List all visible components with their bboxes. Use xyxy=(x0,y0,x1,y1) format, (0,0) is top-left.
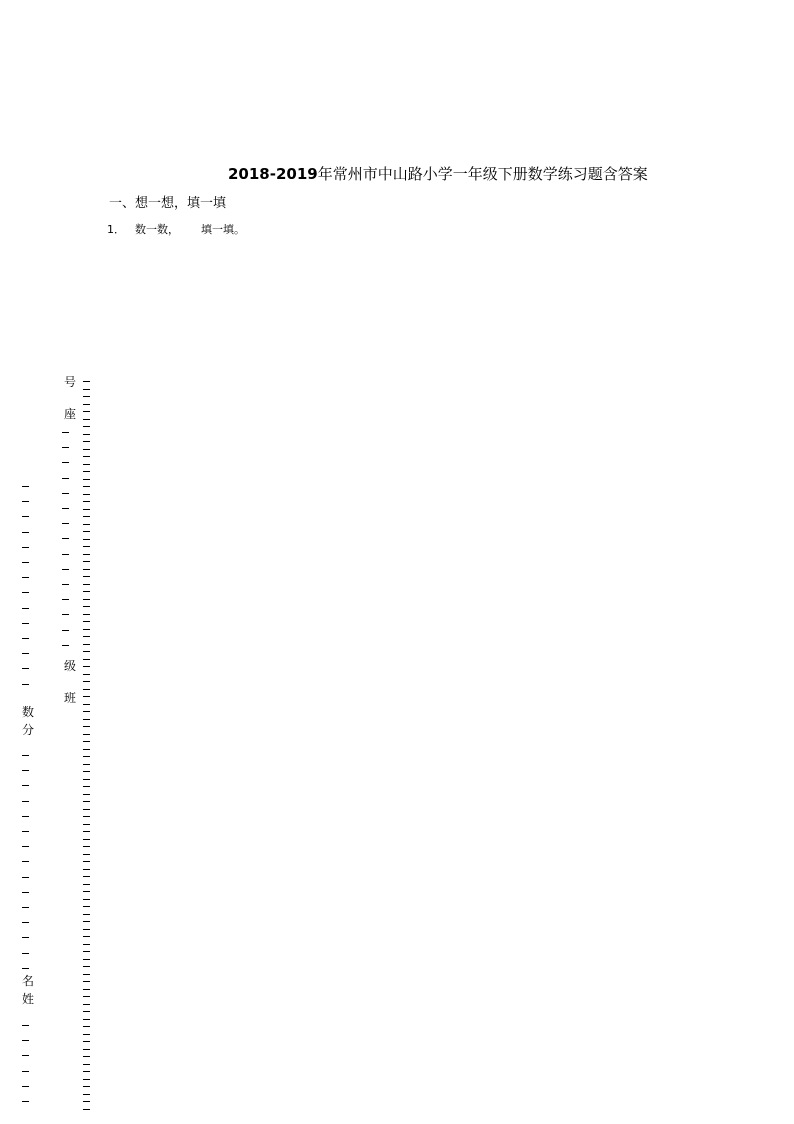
dash-segment xyxy=(22,638,29,639)
dash-segment xyxy=(62,599,69,600)
dash-segment xyxy=(22,592,29,593)
dash-segment xyxy=(83,929,90,930)
dash-segment xyxy=(83,824,90,825)
dash-segment xyxy=(83,1064,90,1065)
dash-segment xyxy=(83,674,90,675)
dash-segment xyxy=(83,966,90,967)
dash-segment xyxy=(83,944,90,945)
dash-segment xyxy=(83,981,90,982)
dash-segment xyxy=(22,1040,29,1041)
dash-segment xyxy=(83,576,90,577)
dash-segment xyxy=(83,801,90,802)
dash-segment xyxy=(83,486,90,487)
dash-segment xyxy=(83,561,90,562)
document-title xyxy=(228,163,648,184)
dash-segment xyxy=(83,689,90,690)
dash-segment xyxy=(83,1094,90,1095)
dash-segment xyxy=(22,684,29,685)
dash-segment xyxy=(62,478,69,479)
dash-segment xyxy=(22,937,29,938)
dash-segment xyxy=(22,831,29,832)
dash-segment xyxy=(83,884,90,885)
dash-segment xyxy=(22,1071,29,1072)
dash-segment xyxy=(83,696,90,697)
dash-segment xyxy=(62,538,69,539)
name-label: 名姓 xyxy=(21,974,34,1006)
dash-segment xyxy=(22,816,29,817)
dash-segment xyxy=(83,809,90,810)
dash-segment xyxy=(83,546,90,547)
dash-segment xyxy=(83,456,90,457)
dash-segment xyxy=(83,854,90,855)
dash-segment xyxy=(83,989,90,990)
dash-segment xyxy=(22,785,29,786)
dash-segment xyxy=(22,1025,29,1026)
dash-segment xyxy=(83,1071,90,1072)
dash-segment xyxy=(22,922,29,923)
dash-segment xyxy=(22,1086,29,1087)
dash-segment xyxy=(62,614,69,615)
dash-segment xyxy=(22,562,29,563)
dash-segment xyxy=(83,516,90,517)
dash-segment xyxy=(83,651,90,652)
dash-segment xyxy=(22,608,29,609)
dash-segment xyxy=(83,921,90,922)
dash-segment xyxy=(83,1041,90,1042)
dash-segment xyxy=(22,968,29,969)
dash-segment xyxy=(83,659,90,660)
dash-segment xyxy=(83,1079,90,1080)
dash-segment xyxy=(83,681,90,682)
dash-segment xyxy=(83,711,90,712)
dash-segment xyxy=(83,1011,90,1012)
dash-segment xyxy=(83,1109,90,1110)
dash-segment xyxy=(83,404,90,405)
dash-segment xyxy=(62,569,69,570)
dash-segment xyxy=(83,471,90,472)
dash-segment xyxy=(62,493,69,494)
dash-segment xyxy=(83,749,90,750)
dash-segment xyxy=(62,462,69,463)
dash-segment xyxy=(83,494,90,495)
dash-segment xyxy=(83,996,90,997)
dash-segment xyxy=(83,599,90,600)
dash-segment xyxy=(83,899,90,900)
dash-segment xyxy=(83,756,90,757)
dash-segment xyxy=(83,779,90,780)
dash-segment xyxy=(22,801,29,802)
dash-segment xyxy=(83,846,90,847)
dash-segment xyxy=(83,426,90,427)
dash-segment xyxy=(62,554,69,555)
dash-segment xyxy=(83,644,90,645)
dash-segment xyxy=(83,891,90,892)
dash-segment xyxy=(83,974,90,975)
dash-segment xyxy=(83,419,90,420)
dash-segment xyxy=(83,666,90,667)
dash-segment xyxy=(83,629,90,630)
dash-segment xyxy=(83,531,90,532)
dash-segment xyxy=(83,464,90,465)
dash-segment xyxy=(22,668,29,669)
dash-segment xyxy=(83,396,90,397)
dash-segment xyxy=(83,726,90,727)
dash-segment xyxy=(83,959,90,960)
dash-segment xyxy=(83,914,90,915)
dash-segment xyxy=(62,432,69,433)
dash-segment xyxy=(83,1019,90,1020)
question-text-part1: 数一数， xyxy=(135,223,179,236)
dash-segment xyxy=(83,569,90,570)
dash-segment xyxy=(83,861,90,862)
dash-segment xyxy=(83,509,90,510)
dash-segment xyxy=(83,636,90,637)
title-year: 2018-2019 xyxy=(228,165,318,183)
dash-segment xyxy=(62,584,69,585)
dash-segment xyxy=(83,411,90,412)
dash-segment xyxy=(83,839,90,840)
dash-segment xyxy=(22,653,29,654)
dash-segment xyxy=(22,861,29,862)
dash-segment xyxy=(83,786,90,787)
dash-segment xyxy=(83,606,90,607)
dash-segment xyxy=(83,584,90,585)
dash-segment xyxy=(83,734,90,735)
dash-segment xyxy=(83,614,90,615)
dash-segment xyxy=(83,831,90,832)
score-label: 数分 xyxy=(21,705,34,737)
dash-segment xyxy=(83,1101,90,1102)
dash-segment xyxy=(83,501,90,502)
dash-segment xyxy=(83,1004,90,1005)
dash-segment xyxy=(83,434,90,435)
dash-segment xyxy=(83,1056,90,1057)
dash-segment xyxy=(22,907,29,908)
dash-segment xyxy=(62,447,69,448)
dash-segment xyxy=(83,936,90,937)
dash-segment xyxy=(83,951,90,952)
dash-segment xyxy=(83,591,90,592)
dash-segment xyxy=(62,645,69,646)
dash-segment xyxy=(83,1086,90,1087)
dash-segment xyxy=(22,877,29,878)
dash-segment xyxy=(62,630,69,631)
dash-segment xyxy=(22,623,29,624)
dash-segment xyxy=(62,508,69,509)
dash-segment xyxy=(22,577,29,578)
dash-segment xyxy=(83,621,90,622)
dash-segment xyxy=(22,547,29,548)
dash-segment xyxy=(83,869,90,870)
dash-segment xyxy=(83,794,90,795)
dash-segment xyxy=(83,741,90,742)
dash-segment xyxy=(22,486,29,487)
section-heading: 一、想一想，填一填 xyxy=(109,196,227,211)
question-number: 1． xyxy=(107,223,125,236)
dash-segment xyxy=(83,816,90,817)
dash-segment xyxy=(83,876,90,877)
dash-segment xyxy=(62,523,69,524)
dash-segment xyxy=(83,381,90,382)
title-text: 年常州市中山路小学一年级下册数学练习题含答案 xyxy=(317,165,648,183)
dash-segment xyxy=(83,524,90,525)
dash-segment xyxy=(83,1034,90,1035)
dash-segment xyxy=(83,554,90,555)
question-1 xyxy=(107,221,245,237)
dash-segment xyxy=(83,449,90,450)
seat-number-label: 号座 xyxy=(63,375,76,421)
dash-segment xyxy=(83,539,90,540)
dash-segment xyxy=(22,755,29,756)
dash-segment xyxy=(22,501,29,502)
dash-segment xyxy=(83,441,90,442)
dash-segment xyxy=(22,770,29,771)
dash-segment xyxy=(22,1101,29,1102)
dash-segment xyxy=(83,906,90,907)
question-text-part2: 填一填。 xyxy=(201,223,245,236)
dash-segment xyxy=(83,719,90,720)
dash-segment xyxy=(83,764,90,765)
dash-segment xyxy=(22,1055,29,1056)
dash-segment xyxy=(22,516,29,517)
dash-segment xyxy=(22,532,29,533)
dash-segment xyxy=(83,771,90,772)
dash-segment xyxy=(83,479,90,480)
dash-segment xyxy=(83,1049,90,1050)
dash-segment xyxy=(83,704,90,705)
dash-segment xyxy=(83,1026,90,1027)
class-label: 级班 xyxy=(63,659,76,705)
dash-segment xyxy=(22,953,29,954)
dash-segment xyxy=(22,892,29,893)
dash-segment xyxy=(22,846,29,847)
dash-segment xyxy=(83,389,90,390)
